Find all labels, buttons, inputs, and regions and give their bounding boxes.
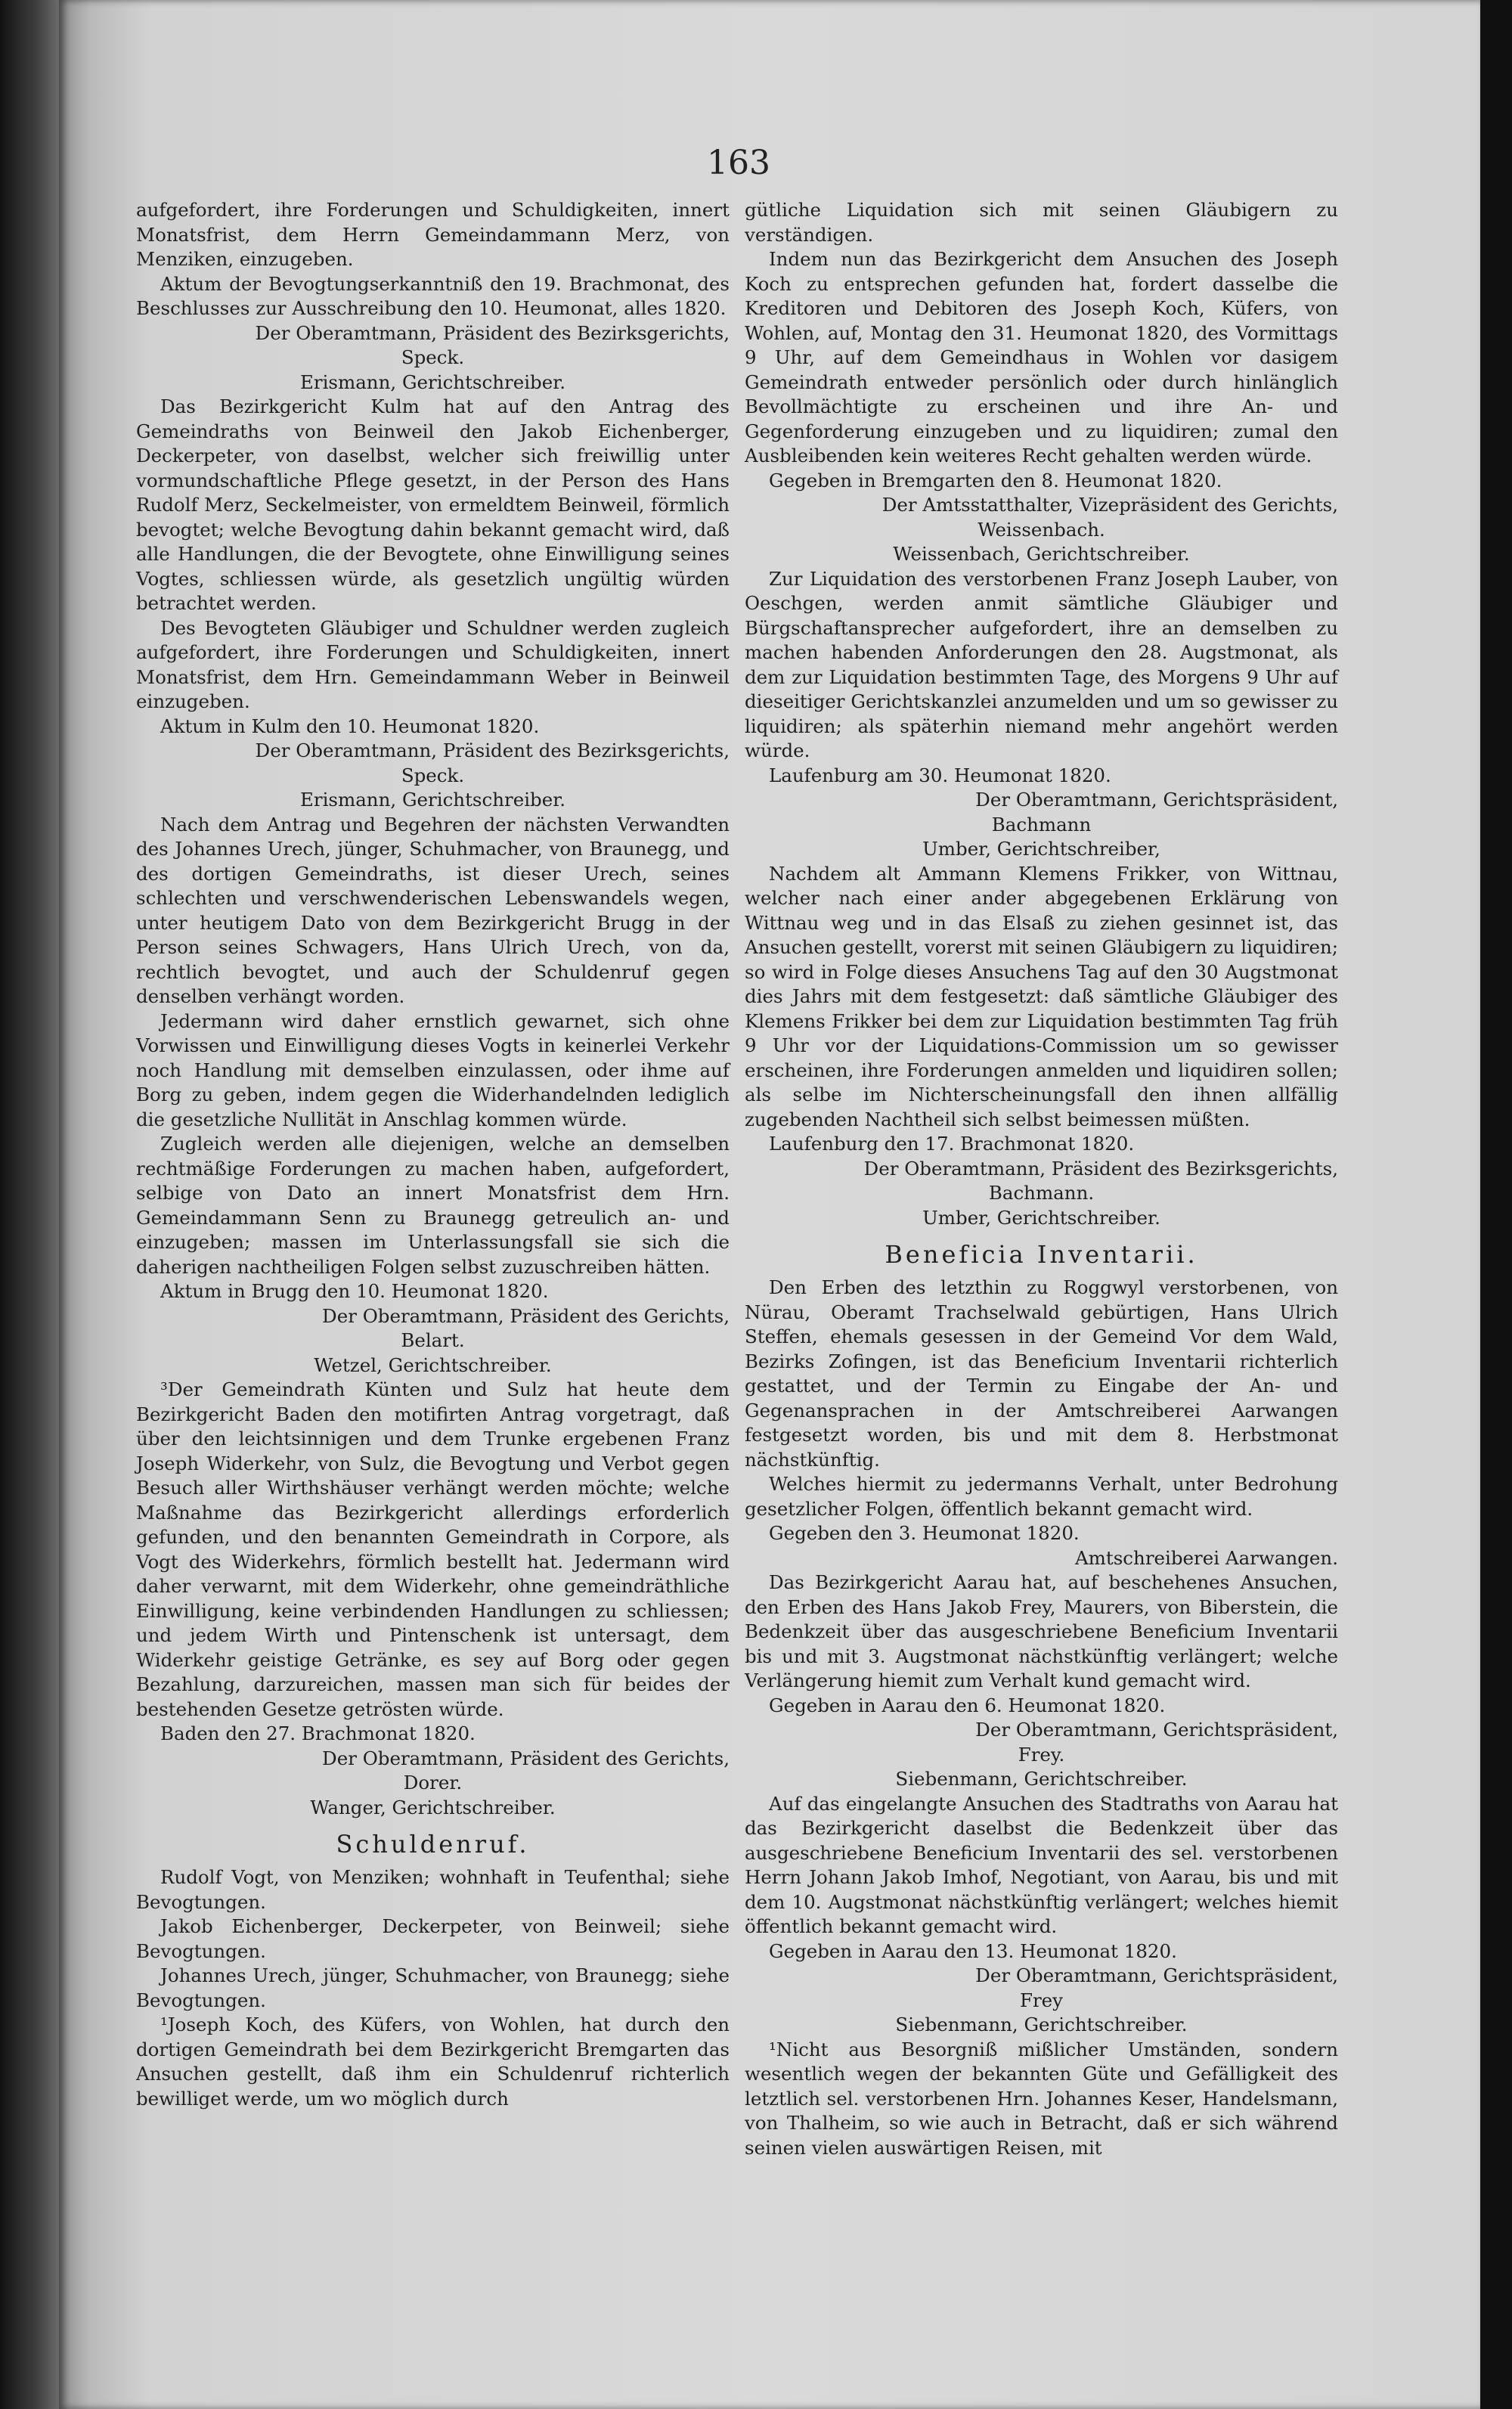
right-paragraph: gütliche Liquidation sich mit seinen Gläubigern zu verständigen. [745, 199, 1338, 246]
right-signature-name: Frey [1019, 1989, 1064, 2011]
left-paragraph: aufgefordert, ihre Forderungen und Schuldigkeiten, innert Monatsfrist, dem Herrn Gemeindammann Merz, von Menziken, einzugeben. [136, 199, 730, 270]
right-paragraph: Gegeben in Bremgarten den 8. Heumonat 1820. [769, 469, 1222, 491]
left-signature-name: Wanger, Gerichtschreiber. [310, 1796, 556, 1818]
left-paragraph: ³Der Gemeindrath Künten und Sulz hat heute dem Bezirkgericht Baden den motifirten Antrag vorgetragt, daß über den leichtsinnigen und dem Trunke ergebenen Franz Joseph Widerkehr, von Sulz, die Bevogtung und Verbot gegen Besuch aller Wirthshäuser verhängt werden möchte; welche Maßnahme das Bezirkgericht allerdings erforderlich gefunden, und den benannten Gemeindrath in Corpore, als Vogt des Widerkehrs, förmlich bestellt hat. Jedermann wird daher verwarnt, mit dem Widerkehr, ohne gemeindräthliche Einwilligung, keine verbindenden Handlungen zu schliessen; und jedem Wirth und Pintenschenk ist untersagt, dem Widerkehr geistige Getränke, es sey auf Borg oder gegen Bezahlung, darzureichen, massen man sich für beides der bestehenden Gesetze getrösten würde. [136, 1378, 730, 1720]
scan-background [1480, 0, 1512, 2409]
right-signature-title: Der Oberamtmann, Gerichtspräsident, [975, 789, 1338, 811]
left-paragraph: Johannes Urech, jünger, Schuhmacher, von Braunegg; siehe Bevogtungen. [136, 1964, 730, 2011]
left-signature-title: Der Oberamtmann, Präsident des Gerichts, [322, 1304, 730, 1327]
left-paragraph: Rudolf Vogt, von Menziken; wohnhaft in Teufenthal; siehe Bevogtungen. [136, 1866, 730, 1913]
right-paragraph: Gegeben in Aarau den 6. Heumonat 1820. [769, 1694, 1166, 1716]
left-paragraph: Aktum der Bevogtungserkanntniß den 19. Brachmonat, des Beschlusses zur Ausschreibung den 10. Heumonat, alles 1820. [136, 272, 730, 319]
right-paragraph: Nachdem alt Ammann Klemens Frikker, von Wittnau, welcher nach einer ander abgegebenen Erklärung von Wittnau weg und in das Elsaß zu ziehen gesinnet ist, das Ansuchen gestellt, vorerst mit seinen Gläubigern zu liquidiren; so wird in Folge dieses Ansuchens Tag auf den 30 Augstmonat dies Jahrs mit dem festgesetzt: daß sämtliche Gläubiger des Klemens Frikker bei dem zur Liquidation bestimmten Tag früh 9 Uhr vor der Liquidations-Commission um so gewisser erscheinen, ihre Forderungen anmelden und liquidiren sollen; als selbe im Nichterscheinungsfall den ihnen allfällig zugebenden Nachtheil sich selbst beimessen müßten. [745, 862, 1338, 1130]
left-signature-name: Wetzel, Gerichtschreiber. [314, 1353, 552, 1376]
left-signature-name: Erismann, Gerichtschreiber. [299, 370, 566, 393]
right-paragraph: Indem nun das Bezirkgericht dem Ansuchen des Joseph Koch zu entsprechen gefunden hat, fordert dasselbe die Kreditoren und Debitoren des Joseph Koch, Küfers, von Wohlen, auf, Montag den 31. Heumonat 1820, des Vormittags 9 Uhr, auf dem Gemeindhaus in Wohlen vor dasigem Gemeindrath entweder persönlich oder durch hinlänglich Bevollmächtigte zu erscheinen und ihre An- und Gegenforderung einzugeben und zu liquidiren; zumal den Ausbleibenden kein weiteres Recht gehalten werden würde. [745, 248, 1338, 467]
left-signature-name: Belart. [401, 1329, 465, 1351]
right-signature-title: Der Oberamtmann, Gerichtspräsident, [975, 1719, 1338, 1741]
right-signature-name: Weissenbach, Gerichtschreiber. [893, 543, 1190, 565]
right-signature-name: Siebenmann, Gerichtschreiber. [895, 2014, 1188, 2035]
left-signature-title: Der Oberamtmann, Präsident des Bezirksgerichts, [255, 739, 730, 761]
left-signature-name: Speck. [401, 764, 465, 786]
right-signature-name: Siebenmann, Gerichtschreiber. [895, 1768, 1188, 1790]
left-paragraph: Aktum in Brugg den 10. Heumonat 1820. [160, 1280, 549, 1302]
left-paragraph: Baden den 27. Brachmonat 1820. [160, 1722, 476, 1744]
right-signature-name: Weissenbach. [978, 518, 1105, 541]
right-paragraph: Zur Liquidation des verstorbenen Franz Joseph Lauber, von Oeschgen, werden anmit sämtliche Gläubiger und Bürgschaftansprecher aufgefordert, ihre an demselben zu machen habenden Anforderungen den 28. Augstmonat, als dem zur Liquidation bestimmten Tage, des Morgens 9 Uhr auf dieseitiger Gerichtskanzlei anzumelden und um so gewisser zu liquidiren; als späterhin niemand mehr angehört werden würde. [745, 567, 1338, 761]
left-paragraph: Jedermann wird daher ernstlich gewarnet, sich ohne Vorwissen und Einwilligung dieses Vogts in keinerlei Verkehr noch Handlung mit demselben einzulassen, oder ihme auf Borg zu geben, indem gegen die Widerhandelnden lediglich die gesetzliche Nullität in Anschlag kommen würde. [136, 1009, 730, 1130]
left-paragraph: Zugleich werden alle diejenigen, welche an demselben rechtmäßige Forderungen zu machen haben, aufgefordert, selbige von Dato an innert Monatsfrist dem Hrn. Gemeindammann Senn zu Braunegg getreulich an- und einzugeben; massen im Unterlassungsfall sie sich die daherigen nachtheiligen Folgen selbst zuzuschreiben hätten. [136, 1133, 730, 1278]
right-signature-title: Der Oberamtmann, Gerichtspräsident, [975, 1964, 1338, 1986]
right-signature-name: Umber, Gerichtschreiber. [922, 1206, 1160, 1229]
left-paragraph: Aktum in Kulm den 10. Heumonat 1820. [160, 715, 540, 737]
right-signature-name: Frey. [1018, 1743, 1065, 1766]
right-paragraph: Welches hiermit zu jedermanns Verhalt, unter Bedrohung gesetzlicher Folgen, öffentlich bekannt gemacht wird. [745, 1473, 1338, 1520]
right-signature-title: Amtschreiberei Aarwangen. [1074, 1546, 1338, 1569]
right-paragraph: Gegeben den 3. Heumonat 1820. [769, 1522, 1080, 1544]
right-signature-name: Bachmann [991, 813, 1092, 836]
right-signature-title: Der Oberamtmann, Präsident des Bezirksgerichts, [863, 1157, 1338, 1180]
right-paragraph: Den Erben des letzthin zu Roggwyl verstorbenen, von Nürau, Oberamt Trachselwald gebürtigen, Hans Ulrich Steffen, ehemals gesessen in der Gemeind Vor dem Wald, Bezirks Zofingen, ist das Beneficium Inventarii richterlich gestattet, und der Termin zu Eingabe der An- und Gegenansprachen in der Amtschreiberei Aarwangen festgesetzt worden, bis und mit dem 8. Herbstmonat nächstkünftig. [745, 1276, 1338, 1471]
right-signature-name: Bachmann. [988, 1182, 1095, 1204]
adjacent-page-edge [0, 0, 59, 2409]
right-paragraph: Laufenburg am 30. Heumonat 1820. [769, 764, 1111, 786]
left-signature-title: Der Oberamtmann, Präsident des Gerichts, [322, 1747, 730, 1769]
right-section-heading: Beneficia Inventarii. [885, 1240, 1198, 1269]
left-paragraph: Des Bevogteten Gläubiger und Schuldner werden zugleich aufgefordert, ihre Forderungen und Schuldigkeiten, innert Monatsfrist, dem Hrn. Gemeindammann Weber in Beinweil einzugeben. [136, 616, 730, 712]
left-column [136, 198, 730, 2111]
right-paragraph: Auf das eingelangte Ansuchen des Stadtraths von Aarau hat das Bezirkgericht daselbst die Bedenkzeit über das ausgeschriebene Beneficium Inventarii des sel. verstorbenen Herrn Johann Jakob Imhof, Negotiant, von Aarau, bis und mit dem 10. Augstmonat nächstkünftig verlängert; welches hiemit öffentlich bekannt gemacht wird. [745, 1792, 1338, 1937]
page-number: 163 [707, 144, 770, 182]
left-signature-title: Der Oberamtmann, Präsident des Bezirksgerichts, [255, 321, 730, 344]
left-signature-name: Dorer. [403, 1772, 463, 1794]
right-paragraph: Laufenburg den 17. Brachmonat 1820. [769, 1133, 1135, 1155]
right-column [745, 198, 1338, 2160]
right-signature-title: Der Amtsstatthalter, Vizepräsident des Gerichts, [881, 494, 1338, 516]
left-paragraph: Jakob Eichenberger, Deckerpeter, von Beinweil; siehe Bevogtungen. [136, 1915, 730, 1962]
left-paragraph: Nach dem Antrag und Begehren der nächsten Verwandten des Johannes Urech, jünger, Schuhmacher, von Braunegg, und des dortigen Gemeindraths, ist dieser Urech, seines schlechten und verschwenderischen Lebenswandels wegen, unter heutigem Dato von dem Bezirkgericht Brugg in der Person seines Schwagers, Hans Ulrich Urech, von da, rechtlich bevogtet, und auch der Schuldenruf gegen denselben verhängt worden. [136, 813, 730, 1007]
left-signature-name: Speck. [401, 346, 465, 368]
right-paragraph: Das Bezirkgericht Aarau hat, auf beschehenes Ansuchen, den Erben des Hans Jakob Frey, Maurers, von Biberstein, die Bedenkzeit über das ausgeschriebene Beneficium Inventarii bis und mit 3. Augstmonat nächstkünftig verlängert; welche Verlängerung hiemit zum Verhalt kund gemacht wird. [745, 1571, 1338, 1691]
left-section-heading: Schuldenruf. [336, 1830, 530, 1859]
left-paragraph: ¹Joseph Koch, des Küfers, von Wohlen, hat durch den dortigen Gemeindrath bei dem Bezirkgericht Bremgarten das Ansuchen gestellt, daß ihm ein Schuldenruf richterlich bewilliget werde, um wo möglich durch [136, 2014, 730, 2110]
left-signature-name: Erismann, Gerichtschreiber. [299, 789, 566, 811]
right-paragraph: Gegeben in Aarau den 13. Heumonat 1820. [769, 1939, 1177, 1962]
left-paragraph: Das Bezirkgericht Kulm hat auf den Antrag des Gemeindraths von Beinweil den Jakob Eichenberger, Deckerpeter, von daselbst, welcher sich freiwillig unter vormundschaftliche Pflege gesetzt, in der Person des Hans Rudolf Merz, Seckelmeister, von ermeldtem Beinweil, förmlich bevogtet; welche Bevogtung dahin bekannt gemacht wird, daß alle Handlungen, die der Bevogtete, ohne Einwilligung seines Vogtes, schliessen würde, als gesetzlich ungültig würden betrachtet werden. [136, 395, 730, 614]
right-signature-name: Umber, Gerichtschreiber, [922, 838, 1160, 860]
right-paragraph: ¹Nicht aus Besorgniß mißlicher Umständen, sondern wesentlich wegen der bekannten Güte und Gefälligkeit des letztlich sel. verstorbenen Hrn. Johannes Keser, Handelsmann, von Thalheim, so wie auch in Betracht, daß er sich während seinen vielen auswärtigen Reisen, mit [745, 2038, 1338, 2159]
